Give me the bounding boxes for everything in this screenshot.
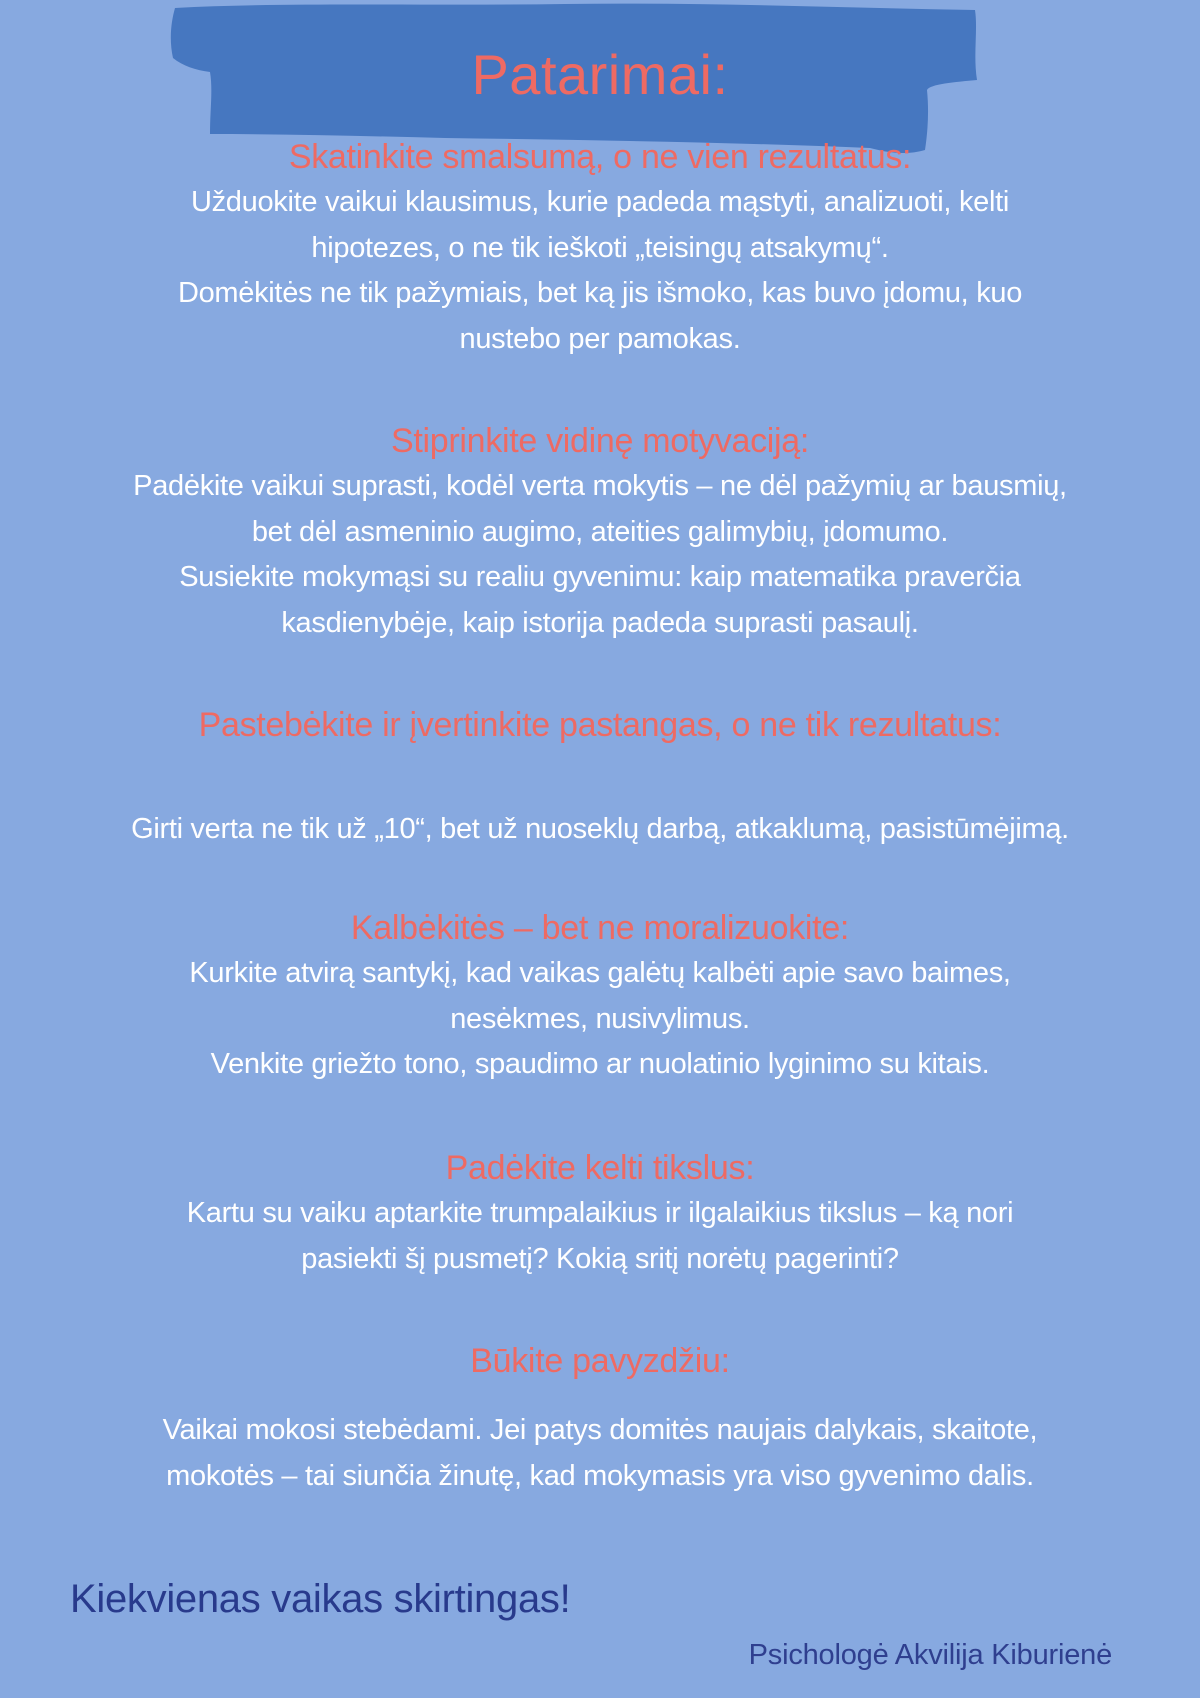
tip-text-line: bet dėl asmeninio augimo, ateities galimybių, įdomumo.	[251, 515, 949, 548]
tip-heading: Būkite pavyzdžiu:	[470, 1342, 730, 1380]
footer-slogan: Kiekvienas vaikas skirtingas!	[70, 1577, 571, 1621]
tip-heading: Stiprinkite vidinę motyvaciją:	[390, 422, 810, 460]
tip-section	[100, 905, 1100, 1088]
tip-text-line: kasdienybėje, kaip istorija padeda suprasti pasaulį.	[281, 606, 919, 639]
tip-text-line: Kartu su vaiku aptarkite trumpalaikius ir ilgalaikius tikslus – ką nori	[186, 1197, 1014, 1229]
tip-heading: Kalbėkitės – bet ne moralizuokite:	[350, 909, 850, 947]
tip-section	[100, 702, 1100, 748]
tip-text-line: nustebo per pamokas.	[459, 322, 741, 355]
tip-text-line: Venkite griežto tono, spaudimo ar nuolatinio lyginimo su kitais.	[210, 1048, 990, 1080]
tip-section	[100, 1145, 1100, 1282]
page-title: Patarimai:	[471, 43, 729, 106]
tip-text-line: nesėkmes, nusivylimus.	[450, 1002, 750, 1035]
tip-section	[100, 134, 1100, 362]
tip-text-line: Užduokite vaikui klausimus, kurie padeda mąstyti, analizuoti, kelti	[190, 186, 1010, 218]
tip-heading: Skatinkite smalsumą, o ne vien rezultatus:	[288, 138, 912, 176]
tip-text-line: pasiekti šį pusmetį? Kokią sritį norėtų pagerinti?	[301, 1242, 899, 1275]
tip-section-body	[100, 1408, 1100, 1499]
tip-section	[100, 418, 1100, 646]
tip-text-line: Girti verta ne tik už „10“, bet už nuoseklų darbą, atkaklumą, pasistūmėjimą.	[131, 813, 1069, 845]
author-signature: Psichologė Akvilija Kiburienė	[748, 1639, 1112, 1671]
tip-text-line: Vaikai mokosi stebėdami. Jei patys domitės naujais dalykais, skaitote,	[162, 1414, 1038, 1446]
tip-text-line: Domėkitės ne tik pažymiais, bet ką jis išmoko, kas buvo įdomu, kuo	[177, 277, 1023, 309]
tip-section-body	[100, 807, 1100, 853]
tip-heading: Padėkite kelti tikslus:	[445, 1149, 755, 1187]
tip-text-line: hipotezes, o ne tik ieškoti „teisingų atsakymų“.	[311, 231, 889, 264]
tip-text-line: mokotės – tai siunčia žinutę, kad mokymasis yra viso gyvenimo dalis.	[166, 1459, 1034, 1492]
tip-heading: Pastebėkite ir įvertinkite pastangas, o ne tik rezultatus:	[198, 706, 1002, 744]
tip-text-line: Kurkite atvirą santykį, kad vaikas galėtų kalbėti apie savo baimes,	[189, 957, 1011, 989]
tip-section	[100, 1338, 1100, 1384]
tip-text-line: Susiekite mokymąsi su realiu gyvenimu: kaip matematika praverčia	[179, 561, 1021, 593]
tip-text-line: Padėkite vaikui suprasti, kodėl verta mokytis – ne dėl pažymių ar bausmių,	[133, 470, 1067, 502]
